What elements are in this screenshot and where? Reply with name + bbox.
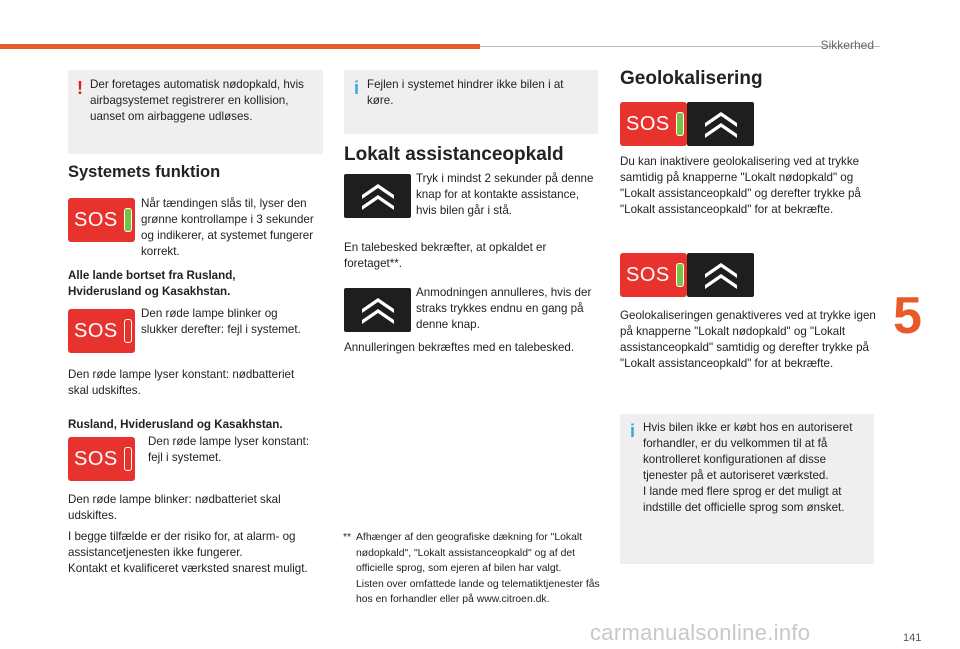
section-title: Sikkerhed <box>820 38 874 52</box>
warning-text: Der foretages automatisk nødopkald, hvis airbagsystemet registrerer en kollision, uanset om airbaggene udløses. <box>90 78 304 123</box>
watermark: carmanualsonline.info <box>590 620 811 645</box>
para-reactivate-geo: Geolokaliseringen genaktiveres ved at trykke igen på knapperne "Lokalt nødopkald" og "Lokalt assistanceopkald" samtidig og derefter trykke på "Lokalt assistanceopkald" for at bekræfte. <box>620 309 876 370</box>
green-lamp-icon <box>676 112 684 136</box>
page-number: 141 <box>903 632 922 644</box>
sos-button-icon <box>620 253 687 297</box>
footnote-text: Afhænger af den geografiske dækning for "Lokalt nødopkald", "Lokalt assistanceopkald" og af det officielle sprog, som ejeren af bilen har valgt. Listen over omfattede lande og telematiktjenester fås hos en forhandler eller på www.citroen.dk. <box>356 532 600 605</box>
para-red-constant-battery: Den røde lampe lyser konstant: nødbatteriet skal udskiftes. <box>68 368 295 397</box>
para-voice-confirm: En talebesked bekræfter, at opkaldet er foretaget**. <box>344 241 547 270</box>
subheading-russia: Rusland, Hviderusland og Kasakhstan. <box>68 418 283 431</box>
para-deactivate-geo: Du kan inaktivere geolokalisering ved at trykke samtidig på knapperne "Lokalt nødopkald" og "Lokalt assistanceopkald" og derefter trykke på "Lokalt assistanceopkald" for at bekræfte. <box>620 155 861 216</box>
para-lamp-green: Når tændingen slås til, lyser den grønne kontrollampe i 3 sekunder og indikerer, at systemet fungerer korrekt. <box>141 197 314 258</box>
red-lamp-icon <box>124 319 132 343</box>
sos-button-icon <box>620 102 687 146</box>
info-icon: i <box>354 78 360 98</box>
sos-red-lamp-icon <box>68 309 135 353</box>
para-red-constant-fault: Den røde lampe lyser konstant: fejl i systemet. <box>148 435 310 464</box>
para-press-2s: Tryk i mindst 2 sekunder på denne knap for at kontakte assistance, hvis bilen går i stå. <box>416 172 594 217</box>
green-lamp-icon <box>124 208 132 232</box>
assistance-button-icon <box>344 174 411 218</box>
green-lamp-icon <box>676 263 684 287</box>
para-cancel-confirm: Annulleringen bekræftes med en talebesked. <box>344 341 575 354</box>
chapter-number: 5 <box>893 287 922 345</box>
citroen-chevron-icon <box>699 107 743 141</box>
warning-icon: ! <box>77 78 83 98</box>
assistance-button-icon <box>687 102 754 146</box>
assistance-button-icon <box>687 253 754 297</box>
subheading-all-countries: Alle lande bortset fra Rusland, Hviderusland og Kasakhstan. <box>68 269 236 298</box>
sos-and-assistance-icons <box>620 102 754 146</box>
red-lamp-icon <box>124 447 132 471</box>
sos-label: SOS <box>74 447 118 470</box>
citroen-chevron-icon <box>699 258 743 292</box>
sos-label: SOS <box>74 319 118 342</box>
sos-label: SOS <box>626 263 670 286</box>
para-cancel: Anmodningen annulleres, hvis der straks trykkes endnu en gang på denne knap. <box>416 286 592 331</box>
sos-green-lamp-icon <box>68 198 135 242</box>
heading-systemets-funktion: Systemets funktion <box>68 163 221 181</box>
para-red-blinks-battery: Den røde lampe blinker: nødbatteriet skal udskiftes. <box>68 493 281 522</box>
heading-geolokalisering: Geolokalisering <box>620 68 763 89</box>
info-text: Fejlen i systemet hindrer ikke bilen i at køre. <box>367 78 564 107</box>
para-both-cases: I begge tilfælde er der risiko for, at alarm- og assistancetjenesten ikke fungerer. Kontakt et kvalificeret værksted snarest muligt. <box>68 530 308 575</box>
footnote-mark: ** <box>343 532 352 543</box>
citroen-chevron-icon <box>356 179 400 213</box>
sos-and-assistance-icons-2 <box>620 253 754 297</box>
info-text-dealer: Hvis bilen ikke er købt hos en autoriseret forhandler, er du velkommen til at få kontrolleret konfigurationen af disse tjenester på et autoriseret værksted. I lande med flere sprog er det muligt at indstille det officielle sprog som ønsket. <box>643 421 853 514</box>
heading-lokalt-assistanceopkald: Lokalt assistanceopkald <box>344 144 564 165</box>
para-red-blinks: Den røde lampe blinker og slukker derefter: fejl i systemet. <box>141 307 301 336</box>
sos-red-lamp-icon-2 <box>68 437 135 481</box>
sos-label: SOS <box>74 208 118 231</box>
citroen-chevron-icon <box>356 293 400 327</box>
info-icon: i <box>630 421 636 441</box>
assistance-button-icon-2 <box>344 288 411 332</box>
sos-label: SOS <box>626 112 670 135</box>
header-accent-bar <box>0 44 480 49</box>
